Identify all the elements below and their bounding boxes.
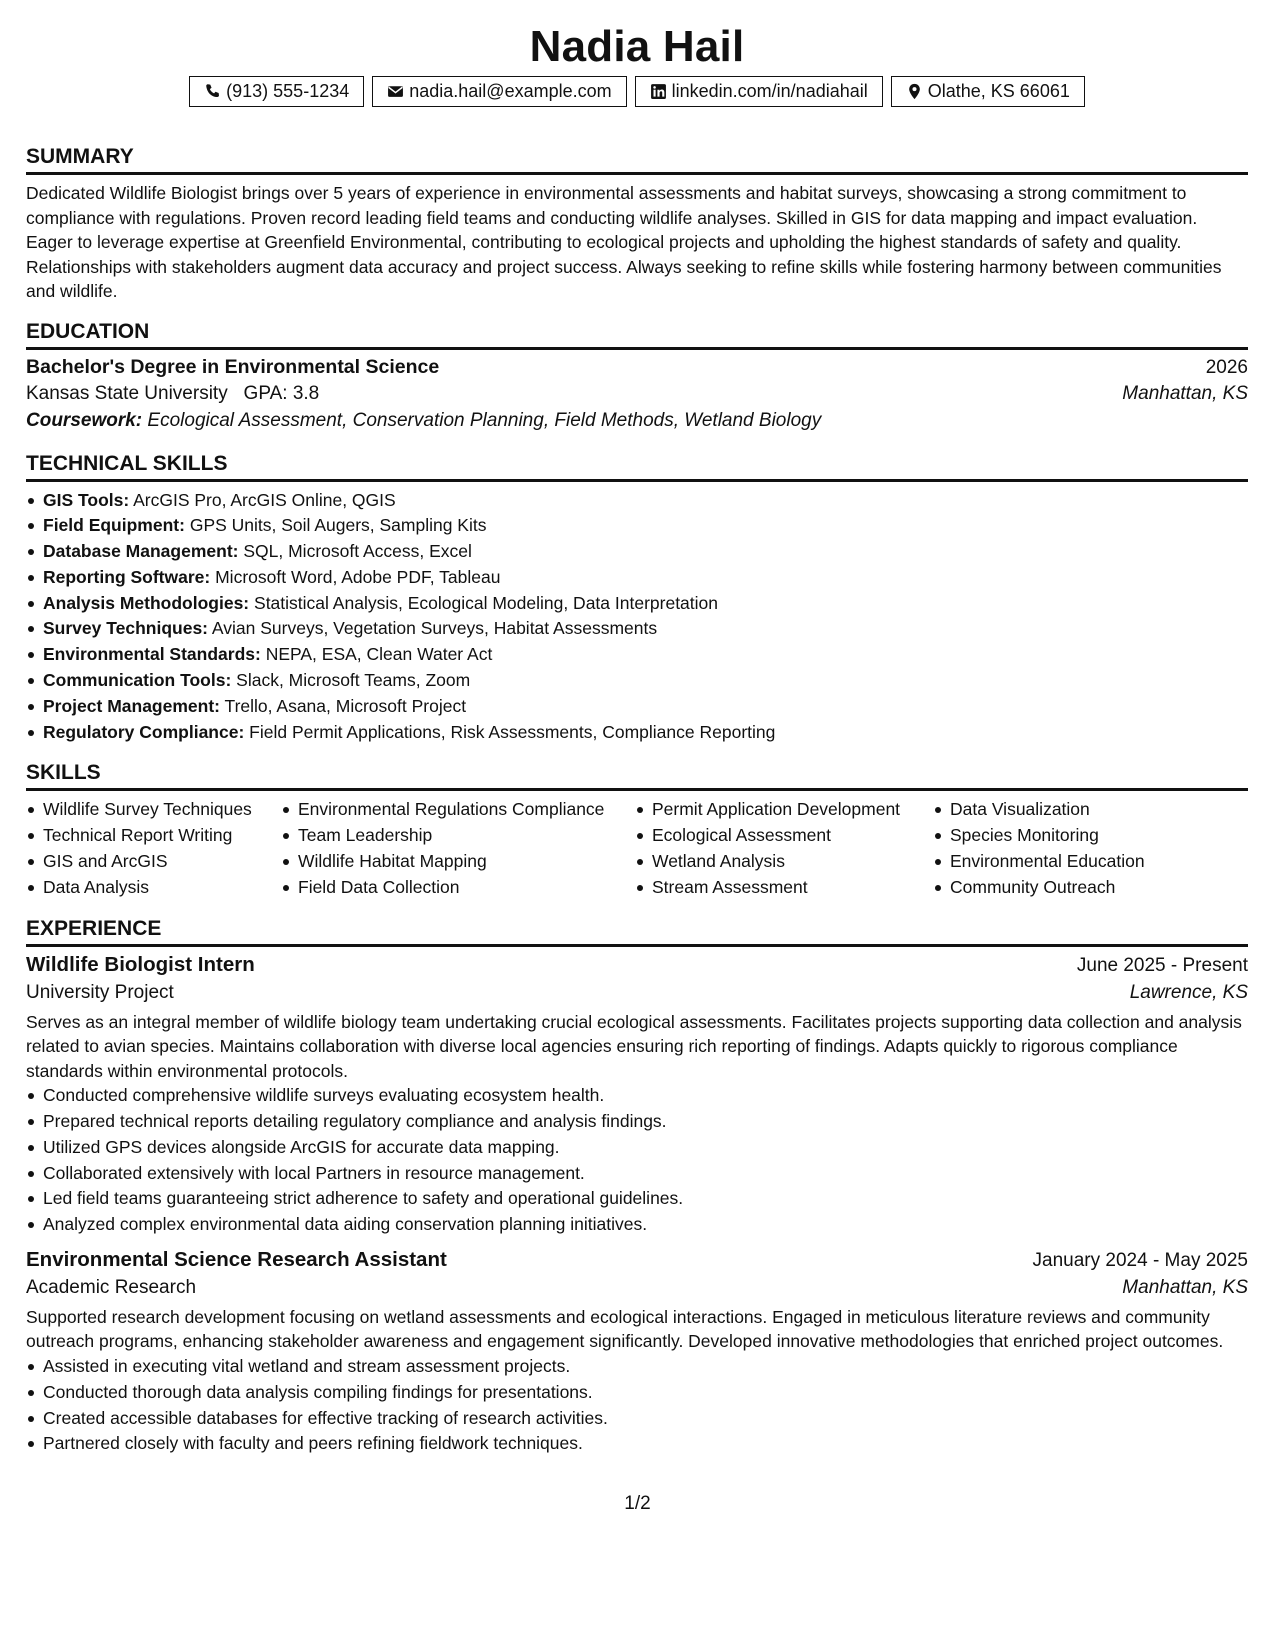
linkedin-icon [650,83,667,100]
education-heading: EDUCATION [26,320,1248,350]
job-title-row [26,953,1248,977]
education-degree-row [26,356,1248,379]
job-description: Serves as an integral member of wildlife biology team undertaking crucial ecological assessments. Facilitates projects supporting data collection and analysis related to avian species. Maintains collaboration with diverse local agencies ensuring rich reporting of findings. Adapts quickly to rigorous compliance standards within environmental protocols. [26,1011,1242,1081]
list-item: Field Data Collection [281,875,635,901]
list-item: Prepared technical reports detailing regulatory compliance and analysis findings. [26,1109,1248,1135]
job-title: Wildlife Biologist Intern [26,952,255,976]
envelope-icon [387,83,404,100]
list-item: Environmental Regulations Compliance [281,797,635,823]
phone-icon [204,83,221,100]
school-info [26,383,319,405]
list-item [26,720,1248,746]
list-item: Assisted in executing vital wetland and stream assessment projects. [26,1354,1248,1380]
skills-column [635,797,933,900]
list-item: Wetland Analysis [635,849,933,875]
list-item [26,565,1248,591]
coursework-list: Ecological Assessment, Conservation Planning, Field Methods, Wetland Biology [147,409,822,431]
list-item: Permit Application Development [635,797,933,823]
contact-phone[interactable] [189,76,364,107]
email-text: nadia.hail@example.com [409,81,612,101]
skills-heading: SKILLS [26,761,1248,791]
skill-values: Statistical Analysis, Ecological Modeling, Data Interpretation [254,592,719,613]
linkedin-text: linkedin.com/in/nadiahail [671,81,868,101]
list-item [26,539,1248,565]
skills-column [281,797,635,900]
skills-column [26,797,281,900]
list-item: Wildlife Survey Techniques [26,797,281,823]
graduation-year: 2026 [1205,356,1248,378]
list-item [26,694,1248,720]
skill-category: Communication Tools: [43,670,232,691]
list-item: GIS and ArcGIS [26,849,281,875]
summary-text: Dedicated Wildlife Biologist brings over 5 years of experience in environmental assessments and habitat surveys, showcasing a strong commitment to compliance with regulations. Proven record leading field teams and conducting wildlife analyses. Skilled in GIS for data mapping and impact evaluation. Eager to leverage expertise at Greenfield Environmental, contributing to ecological projects and upholding the highest standards of safety and quality. Relationships with stakeholders augment data accuracy and project success. Always seeking to refine skills while fostering harmony between communities and wildlife. [26,183,1222,301]
skill-values: ArcGIS Pro, ArcGIS Online, QGIS [133,489,396,510]
skill-values: Microsoft Word, Adobe PDF, Tableau [215,566,501,587]
job-location: Lawrence, KS [1129,981,1248,1003]
contact-email[interactable] [372,76,626,107]
skill-category: GIS Tools: [43,489,130,510]
map-pin-icon [906,83,923,100]
list-item [26,642,1248,668]
contact-bar [26,76,1248,107]
school-name: Kansas State University [26,382,228,404]
job-title: Environmental Science Research Assistant [26,1247,447,1271]
list-item: Led field teams guaranteeing strict adherence to safety and operational guidelines. [26,1186,1248,1212]
skill-category: Reporting Software: [43,566,211,587]
degree-name: Bachelor's Degree in Environmental Science [26,355,440,378]
contact-location [891,76,1085,107]
technical-skills-list [26,488,1248,746]
phone-text: (913) 555-1234 [226,81,350,101]
list-item: Conducted comprehensive wildlife surveys evaluating ecosystem health. [26,1083,1248,1109]
skill-values: Trello, Asana, Microsoft Project [224,695,467,716]
skill-values: Field Permit Applications, Risk Assessments, Compliance Reporting [249,721,776,742]
list-item: Data Analysis [26,875,281,901]
list-item: Analyzed complex environmental data aiding conservation planning initiatives. [26,1212,1248,1238]
coursework [26,410,1248,432]
list-item: Ecological Assessment [635,823,933,849]
skill-category: Survey Techniques: [43,618,209,639]
job-entry [26,953,1248,1238]
resume-page [26,0,1248,1457]
list-item: Community Outreach [933,875,1193,901]
list-item [26,513,1248,539]
job-title-row [26,1248,1248,1272]
job-description: Supported research development focusing on wetland assessments and ecological interactions. Engaged in meticulous literature reviews and community outreach programs, enhancing stakeholder awareness and engagement significantly. Developed innovative methodologies that enriched project outcomes. [26,1306,1224,1352]
gpa: GPA: 3.8 [243,382,320,404]
skills-column [933,797,1193,900]
list-item: Created accessible databases for effective tracking of research activities. [26,1406,1248,1432]
job-organization: University Project [26,981,174,1003]
summary-heading: SUMMARY [26,145,1248,175]
job-entry [26,1248,1248,1457]
job-org-row [26,982,1248,1004]
candidate-name: Nadia Hail [529,22,745,71]
list-item [26,591,1248,617]
list-item [26,668,1248,694]
skill-values: SQL, Microsoft Access, Excel [243,541,472,562]
skill-category: Project Management: [43,695,220,716]
job-dates: January 2024 - May 2025 [1032,1249,1248,1271]
coursework-label: Coursework: [26,409,143,431]
skill-category: Environmental Standards: [43,644,261,665]
skill-values: GPS Units, Soil Augers, Sampling Kits [189,515,487,536]
location-text: Olathe, KS 66061 [927,81,1070,101]
school-location: Manhattan, KS [1122,382,1248,404]
skill-category: Field Equipment: [43,515,185,536]
list-item: Conducted thorough data analysis compiling findings for presentations. [26,1380,1248,1406]
contact-linkedin[interactable] [635,76,883,107]
skill-values: Avian Surveys, Vegetation Surveys, Habitat Assessments [211,618,658,639]
list-item: Partnered closely with faculty and peers refining fieldwork techniques. [26,1431,1248,1457]
list-item: Environmental Education [933,849,1193,875]
list-item: Utilized GPS devices alongside ArcGIS for accurate data mapping. [26,1135,1248,1161]
education-school-row [26,383,1248,405]
skill-category: Analysis Methodologies: [43,592,250,613]
job-dates: June 2025 - Present [1076,954,1248,976]
list-item: Team Leadership [281,823,635,849]
job-bullets [26,1083,1248,1238]
job-bullets [26,1354,1248,1457]
list-item: Data Visualization [933,797,1193,823]
skill-values: NEPA, ESA, Clean Water Act [265,644,493,665]
list-item: Stream Assessment [635,875,933,901]
job-location: Manhattan, KS [1122,1276,1248,1298]
list-item [26,616,1248,642]
list-item: Collaborated extensively with local Partners in resource management. [26,1161,1248,1187]
list-item: Wildlife Habitat Mapping [281,849,635,875]
list-item: Species Monitoring [933,823,1193,849]
skill-values: Slack, Microsoft Teams, Zoom [236,670,471,691]
experience-heading: EXPERIENCE [26,917,1248,947]
skill-category: Database Management: [43,541,239,562]
list-item: Technical Report Writing [26,823,281,849]
job-organization: Academic Research [26,1276,197,1298]
list-item [26,488,1248,514]
page-number: 1/2 [624,1493,651,1514]
skills-grid [26,797,1248,900]
technical-skills-heading: TECHNICAL SKILLS [26,452,1248,482]
job-org-row [26,1277,1248,1299]
skill-category: Regulatory Compliance: [43,721,245,742]
